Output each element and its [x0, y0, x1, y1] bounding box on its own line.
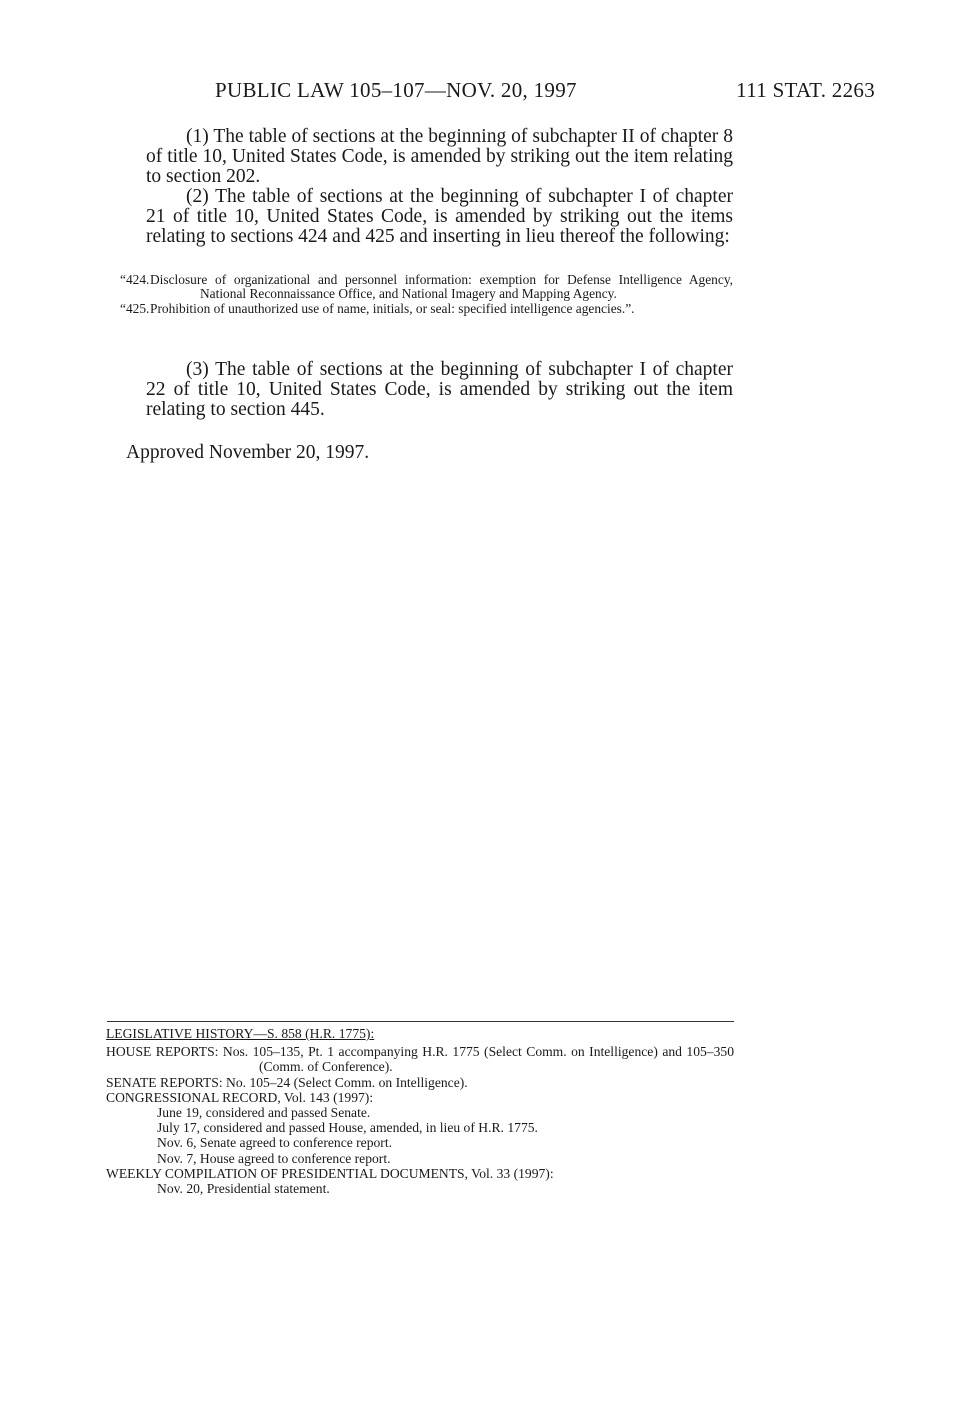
- weekly-compilation: WEEKLY COMPILATION OF PRESIDENTIAL DOCUMENTS, Vol. 33 (1997):: [106, 1165, 554, 1181]
- toc-item-number: “425.: [120, 301, 150, 317]
- toc-item-text: Prohibition of unauthorized use of name, initials, or seal: specified intelligence agencies.”.: [150, 301, 635, 317]
- toc-item-424: [120, 273, 733, 301]
- page-header: [215, 78, 875, 104]
- record-item: Nov. 7, House agreed to conference report.: [157, 1150, 391, 1166]
- header-law-citation: PUBLIC LAW 105–107—NOV. 20, 1997: [215, 78, 577, 102]
- toc-item-425: [120, 302, 733, 316]
- toc-item-text: Disclosure of organizational and personnel information: exemption for Defense Intelligence Agency, National Reconnaissance Office, and National Imagery and Mapping Agency.: [150, 272, 733, 302]
- record-item: June 19, considered and passed Senate.: [157, 1105, 371, 1121]
- legislative-history-title: LEGISLATIVE HISTORY—S. 858 (H.R. 1775):: [106, 1026, 375, 1041]
- record-item: July 17, considered and passed House, amended, in lieu of H.R. 1775.: [157, 1120, 538, 1136]
- legislative-history: [106, 1022, 734, 1196]
- paragraph-3: (3) The table of sections at the beginning of subchapter I of chapter 22 of title 10, United States Code, is amended by striking out the item relating to section 445.: [146, 359, 733, 420]
- paragraph-2: (2) The table of sections at the beginning of subchapter I of chapter 21 of title 10, United States Code, is amended by striking out the items relating to sections 424 and 425 and inserting in lieu thereof the following:: [146, 186, 733, 247]
- header-stat-page: 111 STAT. 2263: [736, 78, 875, 102]
- paragraph-1: (1) The table of sections at the beginning of subchapter II of chapter 8 of title 10, United States Code, is amended by striking out the item relating to section 202.: [146, 126, 733, 187]
- senate-reports: SENATE REPORTS: No. 105–24 (Select Comm. on Intelligence).: [106, 1074, 468, 1090]
- toc-item-number: “424.: [120, 272, 150, 287]
- house-reports: HOUSE REPORTS: Nos. 105–135, Pt. 1 accompanying H.R. 1775 (Select Comm. on Intelligence) and 105–350 (Comm. of Conference).: [106, 1044, 734, 1075]
- approval-date: Approved November 20, 1997.: [126, 442, 370, 463]
- table-of-sections: [120, 273, 733, 318]
- weekly-item: Nov. 20, Presidential statement.: [157, 1181, 330, 1197]
- record-item: Nov. 6, Senate agreed to conference report.: [157, 1135, 393, 1151]
- congressional-record: CONGRESSIONAL RECORD, Vol. 143 (1997):: [106, 1089, 374, 1105]
